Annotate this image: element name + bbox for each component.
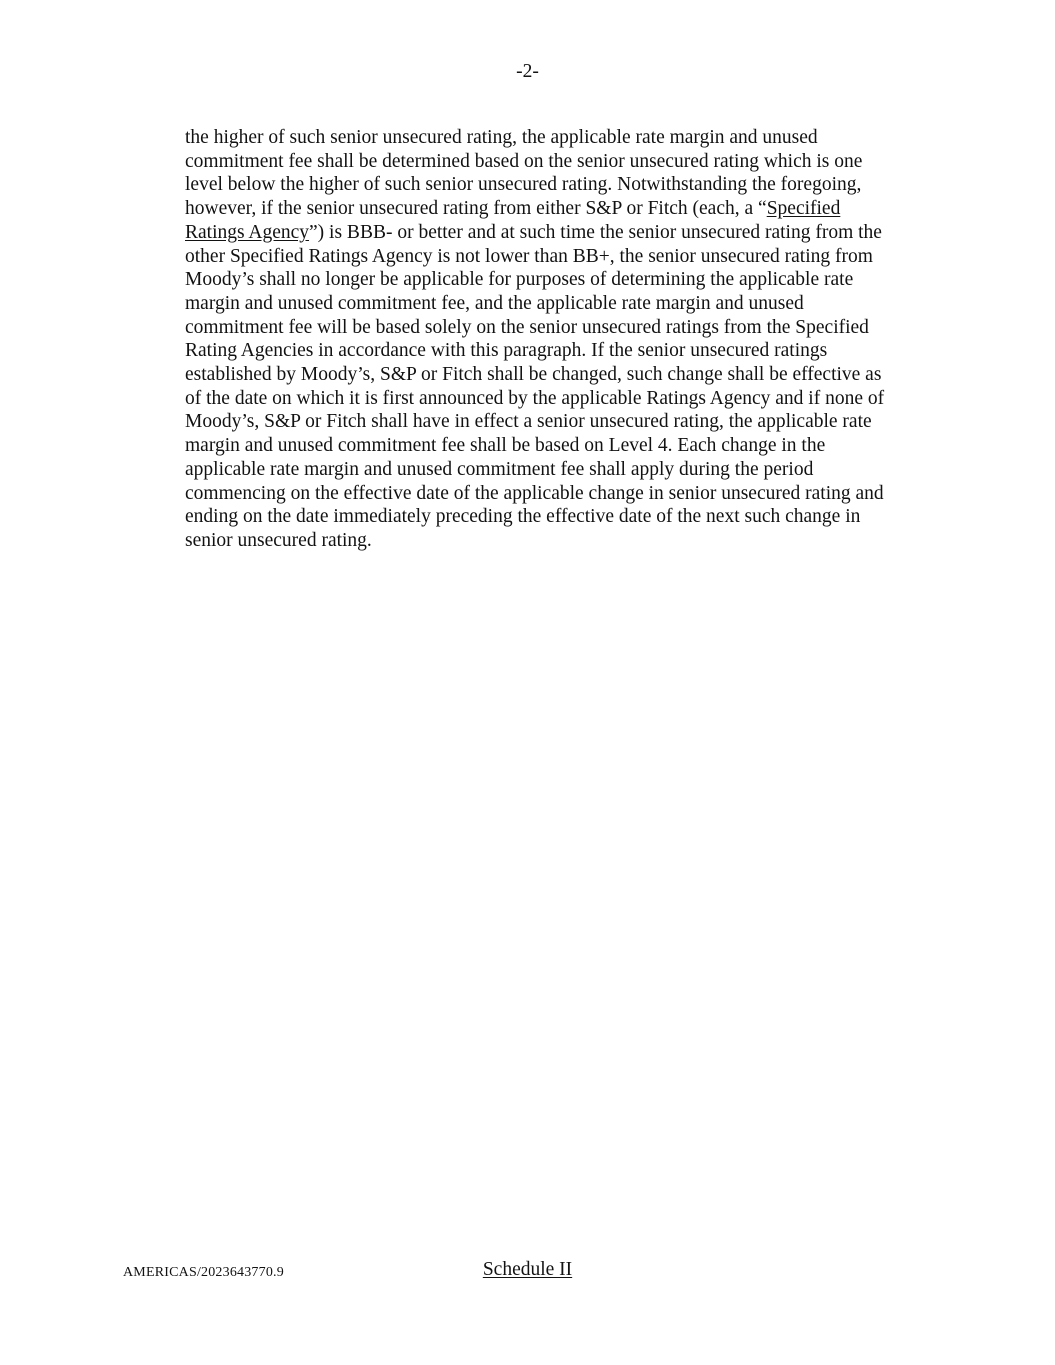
text-line bbox=[185, 268, 884, 292]
text-segment: however, if the senior unsecured rating from either S&P or Fitch (each, a “ bbox=[185, 198, 767, 220]
footer-schedule-label: Schedule II bbox=[482, 1259, 573, 1280]
text-segment: ending on the date immediately preceding the effective date of the next such change in bbox=[185, 506, 861, 528]
footer-doc-id: AMERICAS/2023643770.9 bbox=[123, 1265, 284, 1280]
text-line bbox=[185, 245, 884, 269]
text-segment: established by Moody’s, S&P or Fitch shall be changed, such change shall be effective as bbox=[185, 364, 882, 386]
text-line bbox=[185, 363, 884, 387]
text-segment: commitment fee shall be determined based on the senior unsecured rating which is one bbox=[185, 150, 863, 172]
text-segment: Moody’s shall no longer be applicable for purposes of determining the applicable rate bbox=[185, 269, 854, 291]
text-line bbox=[185, 387, 884, 411]
text-segment: margin and unused commitment fee, and the applicable rate margin and unused bbox=[185, 292, 804, 314]
text-line bbox=[185, 126, 884, 150]
text-segment: other Specified Ratings Agency is not lower than BB+, the senior unsecured rating from bbox=[185, 245, 873, 267]
text-line bbox=[185, 150, 884, 174]
underlined-defined-term: Ratings Agency bbox=[185, 221, 310, 243]
text-segment: ”) is BBB- or better and at such time the senior unsecured rating from the bbox=[309, 221, 882, 243]
text-segment: commencing on the effective date of the applicable change in senior unsecured rating and bbox=[185, 482, 884, 504]
text-segment: Rating Agencies in accordance with this paragraph. If the senior unsecured ratings bbox=[185, 340, 828, 362]
text-line bbox=[185, 221, 884, 245]
text-segment: senior unsecured rating. bbox=[185, 529, 372, 551]
text-line bbox=[185, 173, 884, 197]
text-line bbox=[185, 529, 884, 553]
text-segment: applicable rate margin and unused commitment fee shall apply during the period bbox=[185, 458, 814, 480]
text-line bbox=[185, 410, 884, 434]
text-line bbox=[185, 434, 884, 458]
body-paragraph bbox=[185, 126, 884, 553]
text-line bbox=[185, 458, 884, 482]
underlined-defined-term: Specified bbox=[766, 198, 841, 220]
page-number: -2- bbox=[516, 61, 539, 82]
text-line bbox=[185, 197, 884, 221]
text-line bbox=[185, 316, 884, 340]
text-segment: of the date on which it is first announced by the applicable Ratings Agency and if none of bbox=[185, 387, 885, 409]
text-segment: margin and unused commitment fee shall be based on Level 4. Each change in the bbox=[185, 435, 826, 457]
text-segment: commitment fee will be based solely on the senior unsecured ratings from the Specified bbox=[185, 316, 869, 338]
text-line bbox=[185, 505, 884, 529]
footer-schedule bbox=[0, 1258, 1055, 1281]
text-line bbox=[185, 482, 884, 506]
text-segment: level below the higher of such senior unsecured rating. Notwithstanding the foregoing, bbox=[185, 174, 862, 196]
text-segment: Moody’s, S&P or Fitch shall have in effect a senior unsecured rating, the applicable rate bbox=[185, 411, 872, 433]
text-line bbox=[185, 339, 884, 363]
text-line bbox=[185, 292, 884, 316]
text-segment: the higher of such senior unsecured rating, the applicable rate margin and unused bbox=[185, 127, 818, 148]
